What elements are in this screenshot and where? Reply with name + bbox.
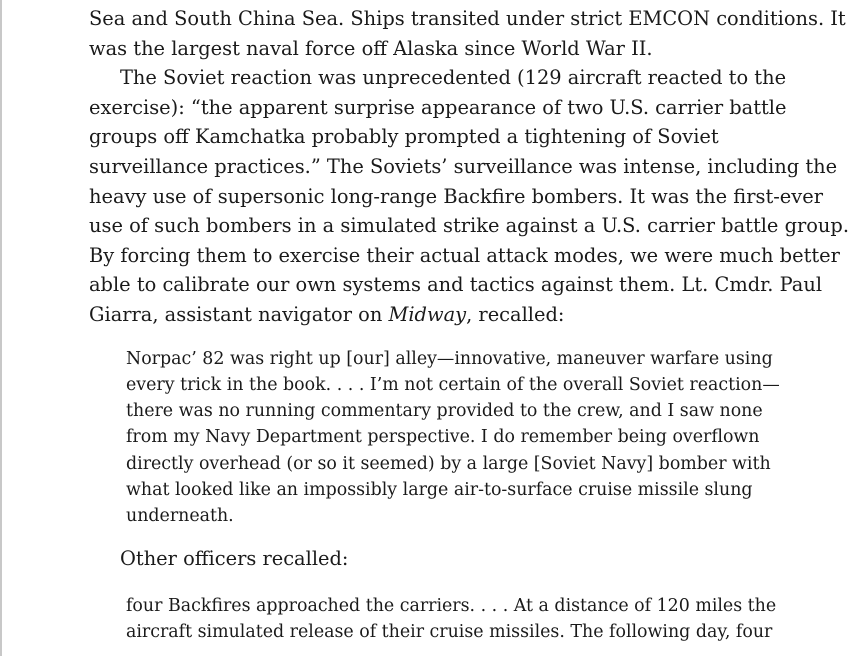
text-line: groups off Kamchatka probably prompted a tightening of Soviet: [89, 125, 719, 149]
text-line: heavy use of supersonic long-range Backfire bombers. It was the first-ever: [89, 184, 823, 208]
quote-line: from my Navy Department perspective. I do remember being overflown: [126, 427, 760, 448]
quote-line: directly overhead (or so it seemed) by a large [Soviet Navy] bomber with: [126, 453, 771, 474]
text-line: able to calibrate our own systems and tactics against them. Lt. Cmdr. Paul: [89, 273, 823, 297]
text-fragment: , recalled:: [466, 302, 565, 326]
quote-line: underneath.: [126, 506, 234, 527]
text-line: [89, 300, 789, 330]
text-line: The Soviet reaction was unprecedented (129 aircraft reacted to the: [120, 66, 787, 90]
paragraph-2: [89, 63, 849, 329]
block-quote-1: [89, 346, 789, 530]
quote-line: every trick in the book. . . . I’m not certain of the overall Soviet reaction—: [126, 374, 780, 395]
block-quote-2: [89, 593, 789, 646]
text-line: surveillance practices.” The Soviets’ surveillance was intense, including the: [89, 154, 838, 178]
quote-line: aircraft simulated release of their cruise missiles. The following day, four: [126, 621, 773, 642]
paragraph-3: Other officers recalled:: [120, 546, 349, 570]
quote-line: Norpac’ 82 was right up [our] alley—innovative, maneuver warfare using: [126, 348, 773, 369]
text-line: exercise): “the apparent surprise appearance of two U.S. carrier battle: [89, 95, 787, 119]
text-line: By forcing them to exercise their actual attack modes, we were much better: [89, 243, 840, 267]
text-line: was the largest naval force off Alaska since World War II.: [89, 36, 653, 60]
document-page: [89, 4, 849, 645]
text-fragment: Giarra, assistant navigator on: [89, 302, 389, 326]
ship-name-italic: Midway: [388, 302, 467, 326]
quote-line: what looked like an impossibly large air-to-surface cruise missile slung: [126, 480, 753, 501]
page-edge-rule: [0, 0, 2, 656]
paragraph-1: [89, 4, 846, 63]
quote-line: there was no running commentary provided to the crew, and I saw none: [126, 401, 763, 422]
text-line: use of such bombers in a simulated strike against a U.S. carrier battle group.: [89, 214, 849, 238]
text-line: Sea and South China Sea. Ships transited under strict EMCON conditions. It: [89, 7, 846, 30]
quote-line: four Backfires approached the carriers. . . . At a distance of 120 miles the: [126, 595, 777, 616]
